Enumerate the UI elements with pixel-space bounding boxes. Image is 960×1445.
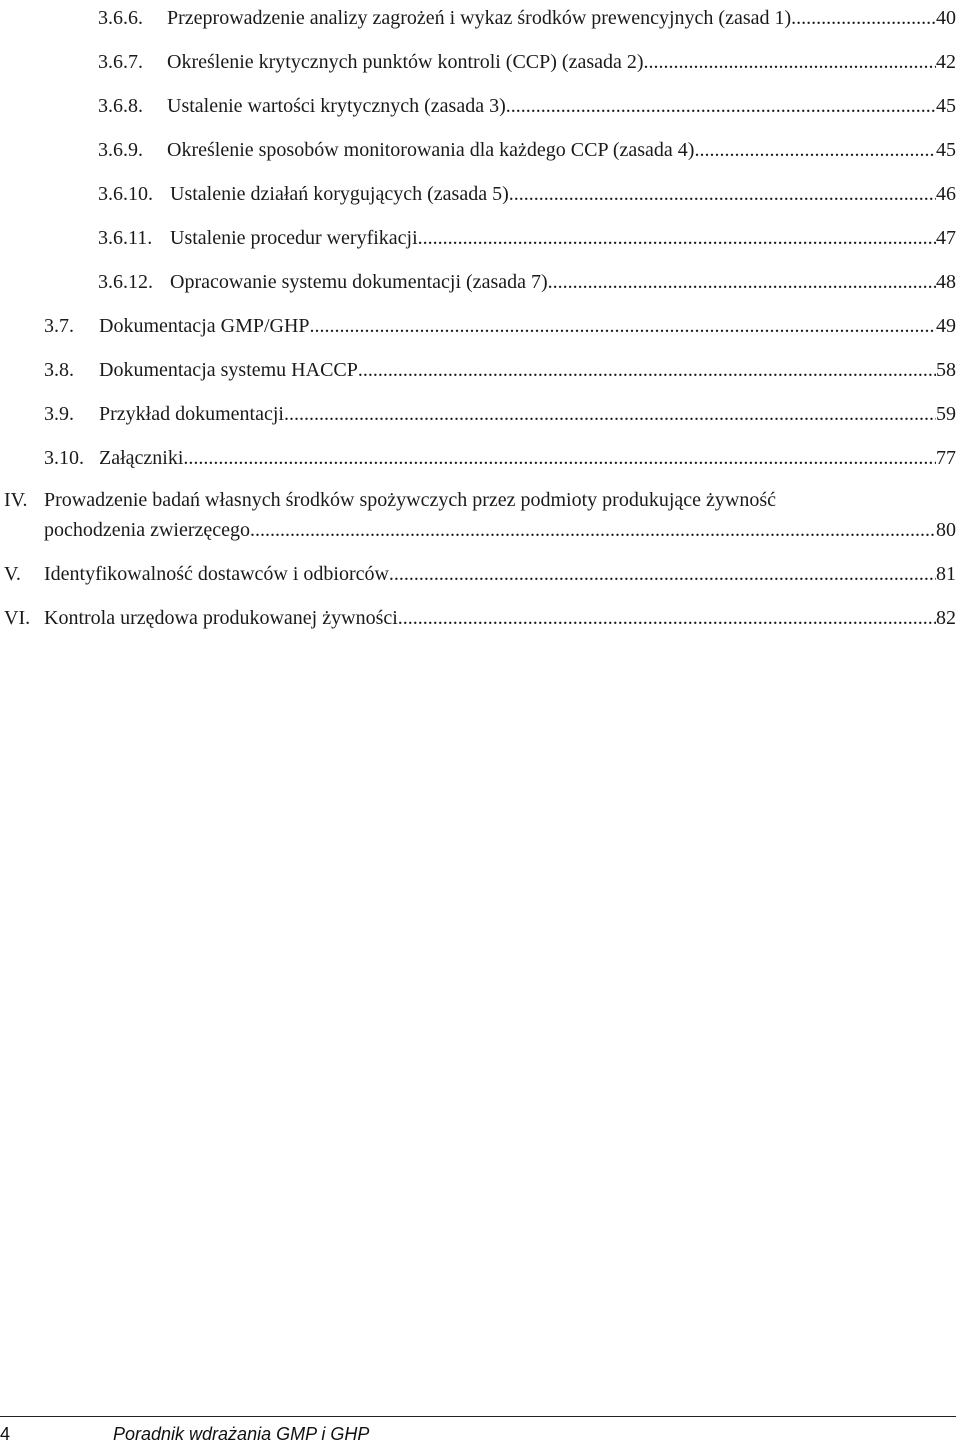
toc-entry-page: 58 xyxy=(936,359,956,381)
toc-entry[interactable] xyxy=(4,556,956,584)
dot-leader xyxy=(389,564,936,584)
toc-entry-title: Identyfikowalność dostawców i odbiorców xyxy=(44,563,389,585)
dot-leader xyxy=(398,608,936,628)
toc-entry-title-line1[interactable]: Prowadzenie badań własnych środków spożywczych przez podmioty produkujące żywność xyxy=(44,489,776,511)
toc-entry-number: IV. xyxy=(4,489,28,511)
toc-entry-page: 59 xyxy=(936,403,956,425)
toc-entry-number: 3.6.6. xyxy=(98,7,143,29)
toc-entry[interactable] xyxy=(98,88,956,116)
toc-entry-page: 81 xyxy=(936,563,956,585)
toc-entry-page: 48 xyxy=(936,271,956,293)
toc-entry-title: Dokumentacja GMP/GHP xyxy=(99,315,310,337)
toc-entry[interactable] xyxy=(98,220,956,248)
toc-entry-number: 3.10. xyxy=(44,447,84,469)
toc-entry-page: 80 xyxy=(936,519,956,541)
toc-entry-page: 45 xyxy=(936,95,956,117)
toc-entry[interactable] xyxy=(98,44,956,72)
toc-entry[interactable] xyxy=(98,176,956,204)
toc-entry-title: Przeprowadzenie analizy zagrożeń i wykaz środków prewencyjnych (zasad 1) xyxy=(167,7,792,29)
toc-entry[interactable] xyxy=(44,352,956,380)
toc-entry-number: 3.7. xyxy=(44,315,74,337)
toc-entry-page: 77 xyxy=(936,447,956,469)
toc-entry-number: 3.6.8. xyxy=(98,95,143,117)
toc-entry[interactable] xyxy=(44,396,956,424)
footer-divider xyxy=(0,1416,956,1417)
dot-leader xyxy=(250,520,936,540)
toc-entry-number: V. xyxy=(4,563,21,585)
toc-entry-title: Ustalenie procedur weryfikacji xyxy=(170,227,418,249)
toc-entry[interactable] xyxy=(98,264,956,292)
toc-entry-number: 3.8. xyxy=(44,359,74,381)
toc-entry-number: 3.6.9. xyxy=(98,139,143,161)
dot-leader xyxy=(506,96,936,116)
toc-entry-number: 3.6.10. xyxy=(98,183,153,205)
toc-entry-page: 40 xyxy=(936,7,956,29)
toc-entry-number: 3.6.11. xyxy=(98,227,153,249)
toc-entry[interactable] xyxy=(44,308,956,336)
toc-entry-page: 82 xyxy=(936,607,956,629)
dot-leader xyxy=(183,448,936,468)
dot-leader xyxy=(644,52,936,72)
toc-entry-title: Opracowanie systemu dokumentacji (zasada 7) xyxy=(170,271,548,293)
footer-page-number: 4 xyxy=(0,1424,11,1444)
toc-entry-title: Ustalenie wartości krytycznych (zasada 3) xyxy=(167,95,506,117)
dot-leader xyxy=(548,272,936,292)
toc-entry-number: 3.6.12. xyxy=(98,271,153,293)
toc-entry-title: Kontrola urzędowa produkowanej żywności xyxy=(44,607,398,629)
dot-leader xyxy=(694,140,936,160)
toc-entry[interactable] xyxy=(44,440,956,468)
dot-leader xyxy=(358,360,936,380)
toc-entry[interactable] xyxy=(4,600,956,628)
dot-leader xyxy=(284,404,936,424)
toc-entry-title: pochodzenia zwierzęcego xyxy=(44,519,250,541)
footer-document-title: Poradnik wdrażania GMP i GHP xyxy=(113,1424,370,1444)
dot-leader xyxy=(418,228,936,248)
toc-entry-page: 45 xyxy=(936,139,956,161)
toc-entry-title: Określenie krytycznych punktów kontroli (CCP) (zasada 2) xyxy=(167,51,644,73)
dot-leader xyxy=(310,316,936,336)
toc-entry-title: Załączniki xyxy=(99,447,184,469)
toc-entry-number: 3.9. xyxy=(44,403,74,425)
dot-leader xyxy=(791,8,936,28)
toc-entry[interactable] xyxy=(44,512,956,540)
toc-entry-title: Dokumentacja systemu HACCP xyxy=(99,359,358,381)
toc-entry-page: 47 xyxy=(936,227,956,249)
toc-entry-number: VI. xyxy=(4,607,31,629)
dot-leader xyxy=(509,184,936,204)
toc-entry-page: 42 xyxy=(936,51,956,73)
toc-entry-title: Ustalenie działań korygujących (zasada 5) xyxy=(170,183,509,205)
toc-entry-title: Przykład dokumentacji xyxy=(99,403,284,425)
toc-entry[interactable] xyxy=(98,132,956,160)
toc-entry-title: Określenie sposobów monitorowania dla każdego CCP (zasada 4) xyxy=(167,139,695,161)
toc-entry-page: 46 xyxy=(936,183,956,205)
toc-entry-page: 49 xyxy=(936,315,956,337)
toc-entry[interactable] xyxy=(98,0,956,28)
toc-entry-number: 3.6.7. xyxy=(98,51,143,73)
